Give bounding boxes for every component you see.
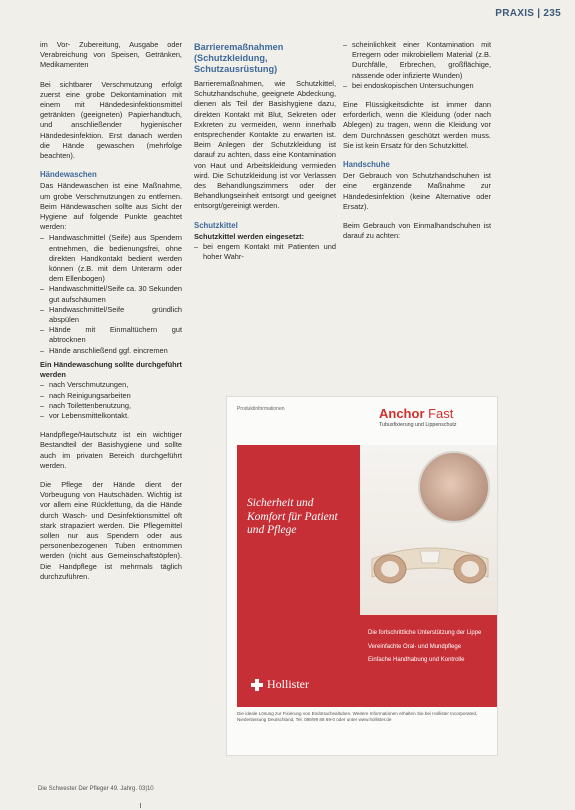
- col1-paragraph: Handpflege/Hautschutz ist ein wichtiger Bestandteil der Basishygiene und sollte auch im privaten Bereich durchgeführt werden.: [40, 430, 182, 470]
- page-number: 235: [543, 8, 561, 19]
- list-item: – Hände mit Einmaltüchern gut abtrocknen: [40, 325, 182, 345]
- col3-paragraph: Der Gebrauch von Schutzhandschuhen ist eine ergänzende Maßnahme zur Händedesinfektion (keine Alternative oder Ersatz).: [343, 171, 491, 211]
- section-label: PRAXIS: [495, 8, 535, 19]
- heading-handschuhe: Handschuhe: [343, 160, 390, 170]
- ad-small-print: Die ideale Lösung zur Fixierung von Endotrachealtuben. Weitere Informationen erhalten Sie bei Hollister Incorporated, Niederlassung Deutschland, Tel. 089/99 88 69-0 oder unter www.hollister.de: [237, 711, 478, 722]
- cross-icon: [251, 679, 263, 691]
- column-1: [40, 40, 182, 591]
- page-footer: Die Schwester Der Pfleger 49. Jahrg. 03|10: [38, 786, 154, 792]
- when-list: [40, 380, 182, 421]
- col1-paragraph: Bei sichtbarer Verschmutzung erfolgt zuerst eine grobe Dekontamination mit einem mit Händedesinfektionsmittel getränkten (geeigneten) Papierhandtuch, und anschließender hygienischer Händedesinfektion. Erst danach werden die Hände gewaschen (mehrfolge beachten).: [40, 79, 182, 161]
- ad-feature: Die fortschrittliche Unterstützung der Lippe: [368, 630, 482, 636]
- list-item: – Handwaschmittel (Seife) aus Spendern entnehmen, die bedienungsfrei, ohne direkten Handkontakt bedient werden können (z.B. mit dem Unterarm oder dem Ellenbogen): [40, 233, 182, 284]
- list-item: – nach Reinigungsarbeiten: [40, 391, 182, 401]
- hollister-logo: [251, 677, 309, 692]
- col3-paragraph: Eine Flüssigkeitsdichte ist immer dann erforderlich, wenn die Kleidung (oder nach Ablegen) zu tragen, wenn die Kleidung vor dem Durchnässen geschützt werden muss. Sie ist kein Ersatz für den Schutzkittel.: [343, 100, 491, 150]
- column-3: [343, 40, 491, 250]
- list-item: – nach Verschmutzungen,: [40, 380, 182, 390]
- list-item: – Handwaschmittel/Seife ca. 30 Sekunden gut aufschäumen: [40, 284, 182, 304]
- col1-paragraph: im Vor- Zubereitung, Ausgabe oder Verabreichung von Speisen, Getränken, Medikamenten: [40, 40, 182, 70]
- page-mark: [140, 803, 141, 808]
- ad-brand-subtitle: Tubusfixierung und Lippenschutz: [379, 422, 457, 428]
- ad-brand-light: Fast: [424, 406, 454, 421]
- col2-paragraph: Barrieremaßnahmen, wie Schutzkittel, Schutzhandschuhe, geeignete Abdeckung, dienen als Teil der Basishygiene dazu, direkten Kontakt mit Blut, Sekreten oder Exkreten zu vermeiden, wenn innerhalb entsprechender Kontakte zu erwarten ist. Beim Anlegen der Schutzkleidung ist darauf zu achten, dass eine Kontamination von Haut und Arbeitskleidung vermieden wird. Die Schutzkleidung ist vor Verlassen des Behandlungszimmers oder der Behandlungseinheit entsorgt und geeignet entsorgt/gereinigt werden.: [194, 79, 336, 211]
- col3-paragraph: Beim Gebrauch von Einmalhandschuhen ist darauf zu achten:: [343, 221, 491, 241]
- ad-logo-text: Hollister: [267, 677, 309, 691]
- column-2: [194, 42, 336, 266]
- continued-list: [343, 40, 491, 91]
- heading-barrieremassnahmen: Barrieremaßnahmen (Schutzkleidung, Schutzausrüstung): [194, 42, 284, 74]
- ad-product-photo: [360, 445, 497, 615]
- header-separator: |: [537, 8, 541, 19]
- ad-feature: Vereinfachte Oral- und Mundpflege: [368, 643, 462, 650]
- page-header: [495, 8, 561, 19]
- ad-red-panel: [237, 445, 360, 707]
- list-item: – Handwaschmittel/Seife gründlich abspülen: [40, 305, 182, 325]
- tube-holder-image: [368, 529, 492, 597]
- list-item: – Hände anschließend ggf. eincremen: [40, 346, 182, 356]
- subheading-when: Ein Händewaschung sollte durchgeführt werden: [40, 359, 182, 380]
- heading-haendewaschen: Händewaschen: [40, 170, 97, 180]
- hand-washing-list: [40, 233, 182, 355]
- ad-brand-name: [379, 406, 453, 421]
- heading-schutzkittel: Schutzkittel: [194, 220, 238, 230]
- list-item: – bei engem Kontakt mit Patienten und hoher Wahr-: [194, 242, 336, 262]
- col1-paragraph: Die Pflege der Hände dient der Vorbeugung von Hautschäden. Wichtig ist vor allem eine Rückfettung, da die Hände durch Wasch- und Desinfektionsmittel oft stark strapaziert werden. Die Pflegemittel sollen nur aus Spendern oder aus personenbezogenen Tuben entnommen werden (nicht aus Gemeinschaftstöpfen). Die Handpflege ist mehrmals täglich durchzuführen.: [40, 479, 182, 581]
- ad-feature: Einfache Handhabung und Kontrolle: [368, 657, 465, 663]
- subheading-schutzkittel: Schutzkittel werden eingesetzt:: [194, 231, 305, 241]
- ad-brand-bold: Anchor: [379, 406, 425, 421]
- ad-top-label: Produktinformationen: [237, 406, 285, 412]
- ad-headline: Sicherheit und Komfort für Patient und Pflege: [247, 497, 338, 536]
- list-item: – nach Toilettenbenutzung,: [40, 401, 182, 411]
- schutzkittel-list: [194, 242, 336, 262]
- patient-portrait-image: [418, 451, 490, 523]
- ad-feature-panel: [360, 615, 497, 707]
- list-item: – bei endoskopischen Untersuchungen: [343, 81, 491, 91]
- col1-paragraph: Das Händewaschen ist eine Maßnahme, um grobe Verschmutzungen zu entfernen. Beim Händewaschen sollte aus Sicht der Hygiene auf folgende Punkte geachtet werden:: [40, 181, 182, 232]
- list-item: – scheinlichkeit einer Kontamination mit Erregern oder mikrobiellem Material (z.B. Durchfälle, Erbrechen, großflächige, nässende oder infizierte Wunden): [343, 40, 491, 81]
- list-item: – vor Lebensmittelkontakt.: [40, 411, 182, 421]
- advertisement: [226, 396, 498, 756]
